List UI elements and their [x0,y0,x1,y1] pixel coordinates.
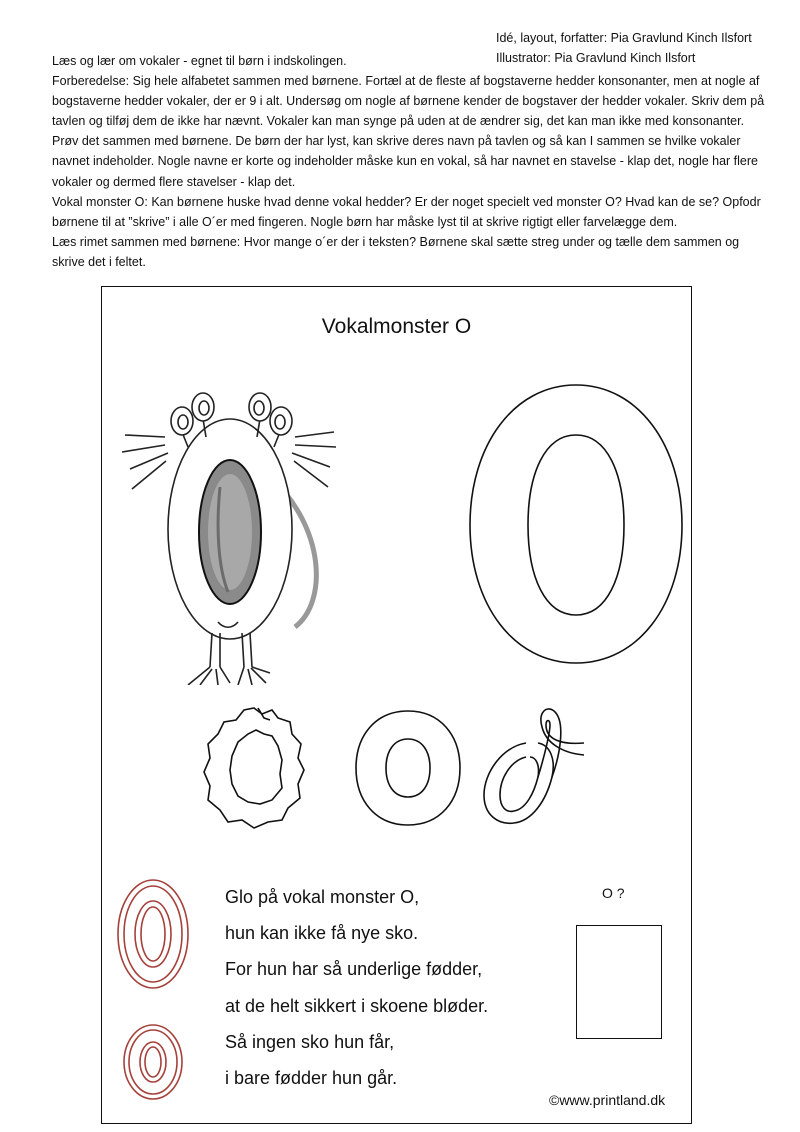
instructions [52,51,772,272]
copyright: ©www.printland.dk [549,1092,666,1108]
worksheet-title: Vokalmonster O [321,315,472,338]
red-outline-capital-o-icon [116,878,190,990]
rhyme-line: For hun har så underlige fødder, [225,959,483,980]
red-outline-lowercase-o-icon [122,1023,184,1101]
rhyme-line: i bare fødder hun går. [225,1068,398,1089]
rhyme-line: Glo på vokal monster O, [225,887,420,907]
worksheet [101,286,692,1124]
outline-capital-o [466,383,686,665]
count-label: O ? [602,885,625,901]
credit-author: Idé, layout, forfatter: Pia Gravlund Kinch Ilsfort [496,31,752,45]
count-answer-box[interactable] [576,925,662,1039]
jagged-o-icon [202,704,308,830]
rhyme-line: hun kan ikke få nye sko. [225,923,419,944]
rhyme-line: at de helt sikkert i skoene bløder. [225,995,489,1016]
intro-preparation: Forberedelse: Sig hele alfabetet sammen med børnene. Fortæl at de fleste af bogstaverne hedder konsonanter, men at nogle af bogstaverne hedder vokaler, der er 9 i alt. Undersøg om nogle af børnene kender de bogstaver der hedder vokaler. Skriv dem på tavlen og tilføj dem de ikke har nævnt. Vokaler kan man synge på uden at de ændrer sig, det kan man ikke med konsonanter. Prøv det sammen med børnene. De børn der har lyst, kan skrive deres navn på tavlen og så kan I sammen se hvilke vokaler navnet indeholder. Nogle navne er korte og indeholder måske kun en vokal, så har navnet en stavelse - klap det, nogle har flere vokaler og dermed flere stavelser - klap det. [52,74,765,189]
rhyme [225,879,488,1096]
credit-illustrator: Illustrator: Pia Gravlund Kinch Ilsfort [496,51,696,65]
cursive-o-icon [480,703,588,827]
intro-heading: Læs og lær om vokaler - egnet til børn i indskolingen. [52,54,347,68]
bold-lowercase-o-icon [354,709,462,827]
vowel-monster-o-illustration [120,367,340,685]
intro-monster: Vokal monster O: Kan børnene huske hvad denne vokal hedder? Er der noget specielt ved monster O? Hvad kan de se? Opfodr børnene til at ”skrive” i alle O´er med fingeren. Nogle børn har måske lyst til at skrive rigtigt eller farvelægge dem. [52,194,761,229]
intro-rhyme: Læs rimet sammen med børnene: Hvor mange o´er der i teksten? Børnene skal sætte streg under og tælle dem sammen og skrive det i feltet. [52,234,740,269]
rhyme-line: Så ingen sko hun får, [225,1031,395,1052]
